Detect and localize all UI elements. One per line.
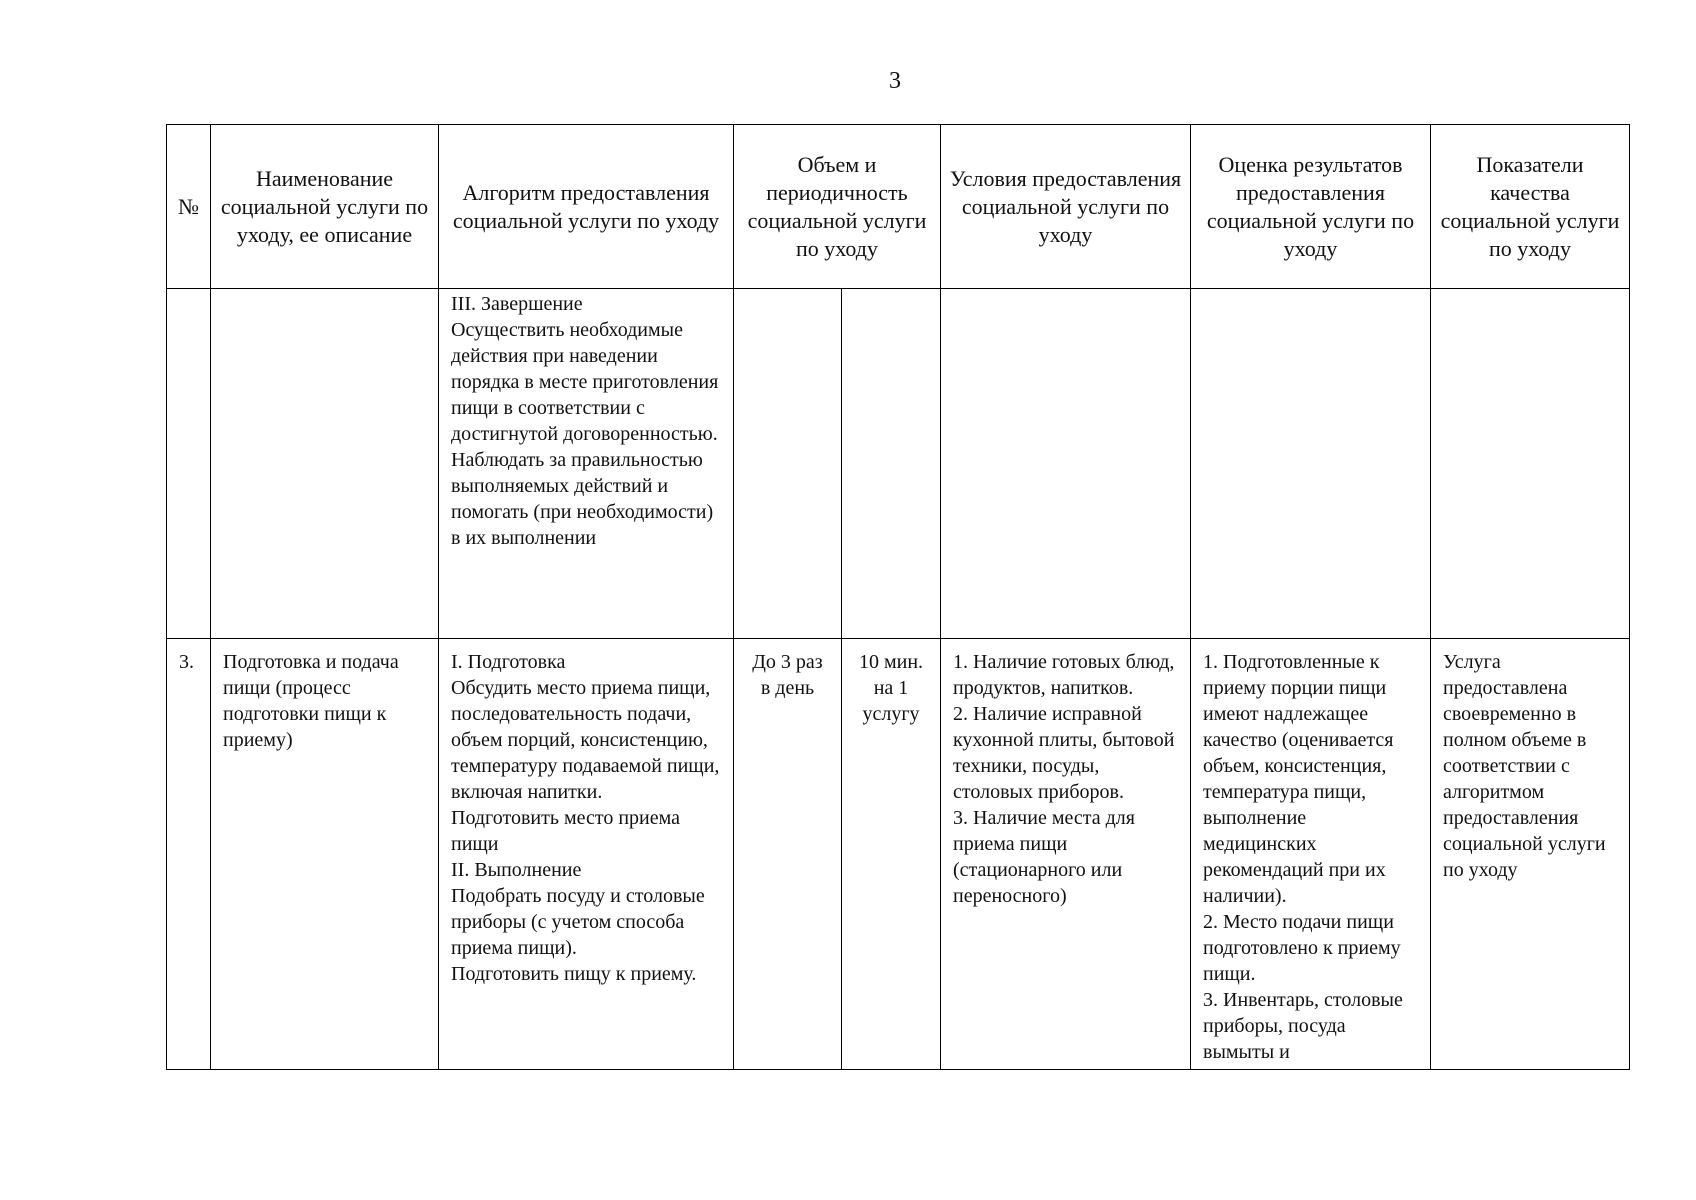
- cell-indicators: [1431, 289, 1630, 639]
- header-evaluation: Оценка результатов предоставления социальной услуги по уходу: [1191, 125, 1431, 289]
- cell-frequency: До 3 раз в день: [734, 639, 842, 1070]
- cell-num: 3.: [167, 639, 211, 1070]
- table-row: [167, 289, 1630, 639]
- cell-indicators: Услуга предоставлена своевременно в полном объеме в соответствии с алгоритмом предоставления социальной услуги по уходу: [1431, 639, 1630, 1070]
- header-service-name: Наименование социальной услуги по уходу, ее описание: [211, 125, 439, 289]
- cell-evaluation: 1. Подготовленные к приему порции пищи имеют надлежащее качество (оценивается объем, консистенция, температура пищи, выполнение медицинских рекомендаций при их наличии). 2. Место подачи пищи подготовлено к приему пищи. 3. Инвентарь, столовые приборы, посуда вымыты и: [1191, 639, 1431, 1070]
- services-table: [166, 124, 1630, 1070]
- table-row: [167, 639, 1630, 1070]
- cell-duration: 10 мин. на 1 услугу: [842, 639, 941, 1070]
- header-num: №: [167, 125, 211, 289]
- cell-algorithm: I. Подготовка Обсудить место приема пищи, последовательность подачи, объем порций, консистенцию, температуру подаваемой пищи, включая напитки. Подготовить место приема пищи II. Выполнение Подобрать посуду и столовые приборы (с учетом способа приема пищи). Подготовить пищу к приему.: [439, 639, 734, 1070]
- cell-evaluation: [1191, 289, 1431, 639]
- page-number: 3: [889, 68, 901, 94]
- header-quality-indicators: Показатели качества социальной услуги по уходу: [1431, 125, 1630, 289]
- cell-conditions: 1. Наличие готовых блюд, продуктов, напитков. 2. Наличие исправной кухонной плиты, бытовой техники, посуды, столовых приборов. 3. Наличие места для приема пищи (стационарного или переносного): [941, 639, 1191, 1070]
- cell-frequency: [734, 289, 842, 639]
- header-algorithm: Алгоритм предоставления социальной услуги по уходу: [439, 125, 734, 289]
- header-conditions: Условия предоставления социальной услуги по уходу: [941, 125, 1191, 289]
- cell-num: [167, 289, 211, 639]
- cell-name: Подготовка и подача пищи (процесс подготовки пищи к приему): [211, 639, 439, 1070]
- header-volume-frequency: Объем и периодичность социальной услуги по уходу: [734, 125, 941, 289]
- cell-conditions: [941, 289, 1191, 639]
- table-header-row: [167, 125, 1630, 289]
- cell-name: [211, 289, 439, 639]
- cell-algorithm: III. Завершение Осуществить необходимые действия при наведении порядка в месте приготовления пищи в соответствии с достигнутой договоренностью. Наблюдать за правильностью выполняемых действий и помогать (при необходимости) в их выполнении: [439, 289, 734, 639]
- cell-duration: [842, 289, 941, 639]
